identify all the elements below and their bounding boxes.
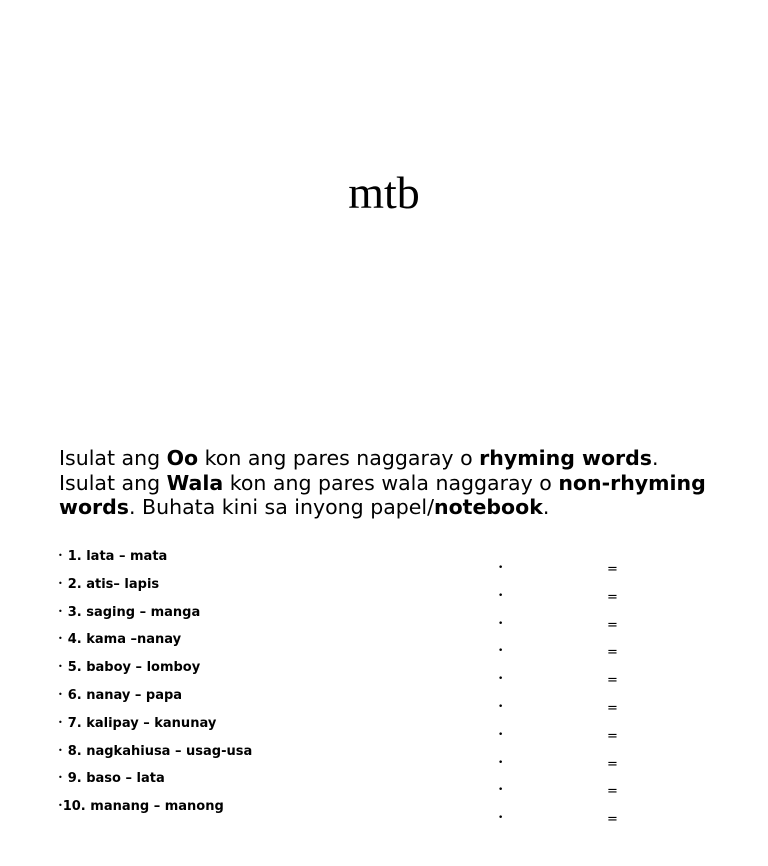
- bullet-icon: •: [58, 689, 63, 699]
- bullet-icon: •: [58, 606, 63, 616]
- answer-row: [498, 780, 628, 808]
- equals-sign: =: [607, 673, 618, 689]
- word-pair-text: 5. baboy – lomboy: [67, 660, 201, 676]
- instructions-bold: Wala: [166, 470, 224, 495]
- equals-sign: =: [607, 617, 618, 633]
- bullet-icon: •: [498, 646, 504, 657]
- answer-row: [498, 614, 628, 642]
- bullet-icon: •: [498, 757, 504, 768]
- equals-sign: =: [607, 728, 618, 744]
- word-pair-text: 1. lata – mata: [67, 549, 168, 564]
- equals-sign: =: [607, 700, 618, 716]
- word-pair-list: [58, 545, 252, 823]
- answer-column: [498, 558, 628, 836]
- page-title: mtb: [348, 167, 420, 218]
- answer-row: [498, 697, 628, 725]
- list-item: [58, 795, 252, 823]
- answer-row: [498, 753, 628, 781]
- bullet-icon: •: [498, 701, 504, 712]
- bullet-icon: •: [58, 745, 63, 755]
- bullet-icon: •: [58, 717, 63, 727]
- list-item: [58, 767, 252, 795]
- bullet-icon: •: [58, 773, 63, 783]
- answer-row: [498, 641, 628, 669]
- instructions-bold: Oo: [166, 446, 199, 470]
- equals-sign: =: [607, 562, 618, 577]
- list-item: [58, 573, 252, 601]
- list-item: [58, 740, 252, 768]
- instructions-text: kon ang pares naggaray o: [198, 446, 480, 470]
- answer-row: [498, 558, 628, 586]
- bullet-icon: •: [498, 813, 504, 824]
- instructions-bold: notebook: [434, 495, 543, 519]
- word-pair-text: 7. kalipay – kanunay: [67, 715, 217, 731]
- equals-sign: =: [607, 784, 618, 800]
- bullet-icon: •: [58, 662, 63, 672]
- list-item: [58, 684, 252, 712]
- bullet-icon: •: [58, 551, 63, 560]
- instructions-bold: rhyming words: [479, 446, 653, 470]
- bullet-icon: •: [58, 578, 63, 588]
- word-pair-text: 9. baso – lata: [67, 771, 165, 787]
- answer-row: [498, 725, 628, 753]
- instructions-paragraph: [59, 446, 709, 520]
- equals-sign: =: [607, 756, 618, 772]
- instructions-bold: non-rhyming words: [59, 470, 706, 519]
- word-pair-text: 2. atis– lapis: [67, 576, 160, 592]
- word-pair-text: 3. saging – manga: [67, 604, 201, 620]
- bullet-icon: •: [498, 618, 504, 629]
- bullet-icon: •: [58, 634, 63, 644]
- word-pair-text: 8. nagkahiusa – usag-usa: [67, 743, 253, 759]
- answer-row: [498, 669, 628, 697]
- instructions-text: kon ang pares wala naggaray o: [223, 470, 559, 495]
- list-item: [58, 712, 252, 740]
- list-item: [58, 545, 252, 573]
- instructions-text: .: [542, 495, 550, 519]
- answer-row: [498, 808, 628, 836]
- word-pair-text: 6. nanay – papa: [67, 687, 183, 703]
- equals-sign: =: [607, 812, 618, 828]
- bullet-icon: •: [498, 563, 504, 573]
- bullet-icon: •: [498, 729, 504, 740]
- equals-sign: =: [607, 589, 618, 605]
- list-item: [58, 601, 252, 629]
- instructions-text: Isulat ang: [59, 446, 167, 470]
- bullet-icon: •: [58, 801, 63, 811]
- equals-sign: =: [607, 645, 618, 661]
- bullet-icon: •: [498, 590, 504, 601]
- list-item: [58, 656, 252, 684]
- word-pair-text: 4. kama –nanay: [67, 632, 182, 648]
- bullet-icon: •: [498, 785, 504, 796]
- answer-row: [498, 586, 628, 614]
- instructions-text: . Buhata kini sa inyong papel/: [129, 495, 434, 519]
- list-item: [58, 628, 252, 656]
- bullet-icon: •: [498, 674, 504, 685]
- instructions-text: . Isulat ang: [59, 446, 659, 495]
- word-pair-text: 10. manang – manong: [62, 799, 224, 815]
